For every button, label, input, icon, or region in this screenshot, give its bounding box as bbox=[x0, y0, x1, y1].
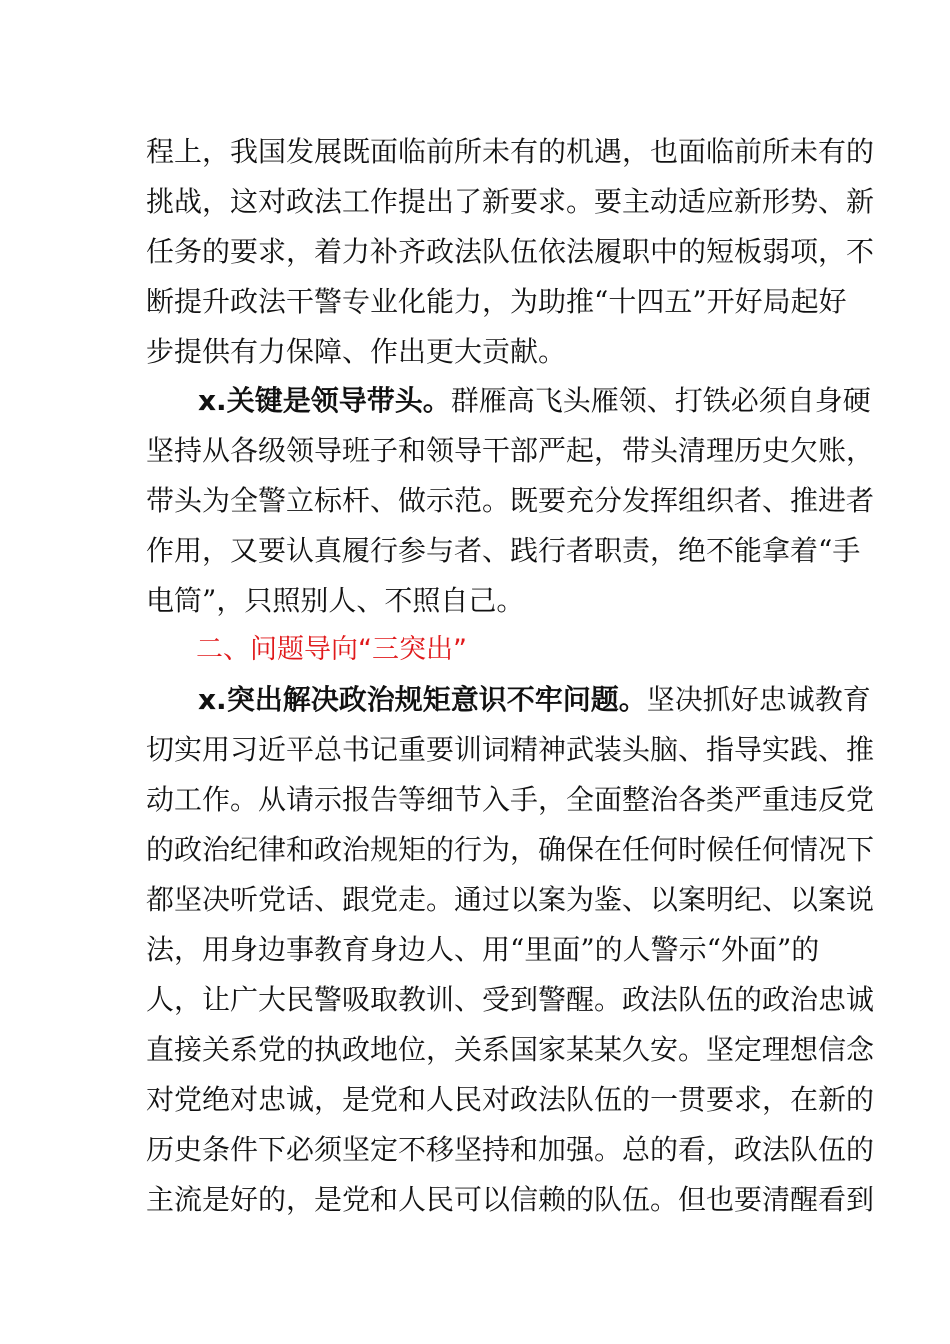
paragraph-1-line-4: 断提升政法干警专业化能力，为助推“十四五”开好局起好 bbox=[146, 285, 847, 318]
paragraph-3-line-8: 直接关系党的执政地位，关系国家某某久安。坚定理想信念 bbox=[146, 1033, 875, 1066]
paragraph-3-lead: x.突出解决政治规矩意识不牢问题。 bbox=[198, 683, 647, 716]
paragraph-2-line-4: 作用，又要认真履行参与者、践行者职责，绝不能拿着“手 bbox=[146, 534, 861, 567]
paragraph-3-line-2: 切实用习近平总书记重要训词精神武装头脑、指导实践、推 bbox=[146, 733, 875, 766]
paragraph-3-first-line-rest: 坚决抓好忠诚教育 bbox=[646, 683, 871, 716]
paragraph-3-line-10: 历史条件下必须坚定不移坚持和加强。总的看，政法队伍的 bbox=[146, 1133, 875, 1166]
section-heading: 二、问题导向“三突出” bbox=[196, 634, 467, 665]
paragraph-2-line-1 bbox=[198, 381, 871, 421]
paragraph-2-line-2: 坚持从各级领导班子和领导干部严起，带头清理历史欠账， bbox=[146, 434, 875, 467]
paragraph-1-line-5: 步提供有力保障、作出更大贡献。 bbox=[146, 335, 567, 368]
paragraph-2-line-3: 带头为全警立标杆、做示范。既要充分发挥组织者、推进者 bbox=[146, 484, 875, 517]
paragraph-1-line-3: 任务的要求，着力补齐政法队伍依法履职中的短板弱项，不 bbox=[146, 235, 875, 268]
paragraph-2-first-line-rest: 群雁高飞头雁领、打铁必须自身硬 bbox=[450, 384, 871, 417]
paragraph-2-line-5: 电筒”，只照别人、不照自己。 bbox=[146, 584, 525, 617]
paragraph-1-line-1: 程上，我国发展既面临前所未有的机遇，也面临前所未有的 bbox=[146, 135, 875, 168]
paragraph-3-line-4: 的政治纪律和政治规矩的行为，确保在任何时候任何情况下 bbox=[146, 833, 875, 866]
paragraph-3-line-6: 法，用身边事教育身边人、用“里面”的人警示“外面”的 bbox=[146, 933, 820, 966]
paragraph-3-line-5: 都坚决听党话、跟党走。通过以案为鉴、以案明纪、以案说 bbox=[146, 883, 875, 916]
paragraph-3-line-1 bbox=[198, 680, 871, 720]
paragraph-3-line-11: 主流是好的，是党和人民可以信赖的队伍。但也要清醒看到 bbox=[146, 1183, 875, 1216]
paragraph-3-line-9: 对党绝对忠诚，是党和人民对政法队伍的一贯要求，在新的 bbox=[146, 1083, 875, 1116]
paragraph-3-line-3: 动工作。从请示报告等细节入手，全面整治各类严重违反党 bbox=[146, 783, 875, 816]
paragraph-1-line-2: 挑战，这对政法工作提出了新要求。要主动适应新形势、新 bbox=[146, 185, 875, 218]
paragraph-3-line-7: 人，让广大民警吸取教训、受到警醒。政法队伍的政治忠诚 bbox=[146, 983, 875, 1016]
paragraph-2-lead: x.关键是领导带头。 bbox=[198, 384, 451, 417]
